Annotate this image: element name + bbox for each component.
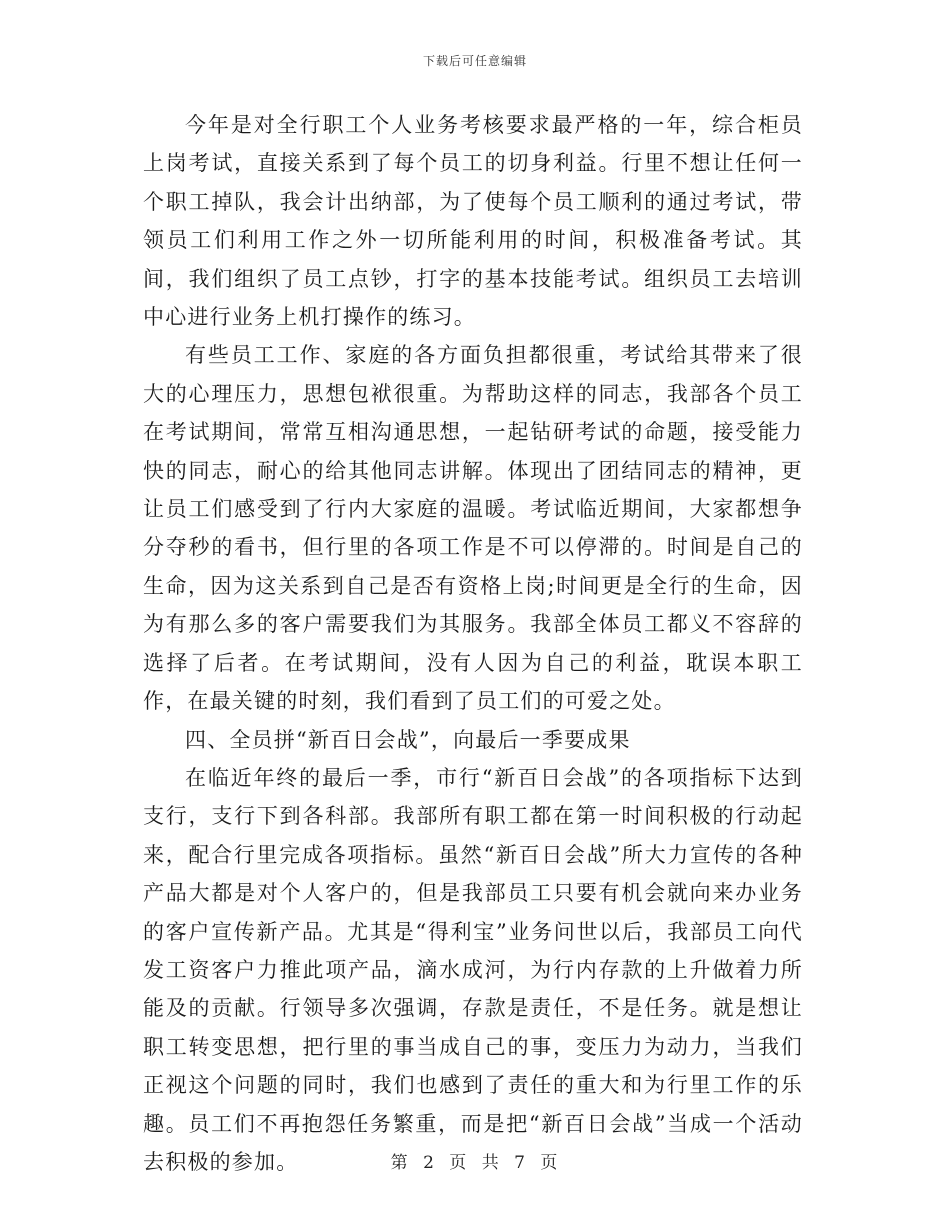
paragraph: 在临近年终的最后一季，市行“新百日会战”的各项指标下达到支行，支行下到各科部。我部所有职工都在第一时间积极的行动起来，配合行里完成各项指标。虽然“新百日会战”所大力宣传的各种产品大都是对个人客户的，但是我部员工只要有机会就向来办业务的客户宣传新产品。尤其是“得利宝”业务问世以后，我部员工向代发工资客户力推此项产品，滴水成河，为行内存款的上升做着力所能及的贡献。行领导多次强调，存款是责任，不是任务。就是想让职工转变思想，把行里的事当成自己的事，变压力为动力，当我们正视这个问题的同时，我们也感到了责任的重大和为行里工作的乐趣。员工们不再抱怨任务繁重，而是把“新百日会战”当成一个活动去积极的参加。 [143, 765, 803, 1174]
paragraph: 有些员工工作、家庭的各方面负担都很重，考试给其带来了很大的心理压力，思想包袱很重。为帮助这样的同志，我部各个员工在考试期间，常常互相沟通思想，一起钻研考试的命题，接受能力快的同志，耐心的给其他同志讲解。体现出了团结同志的精神，更让员工们感受到了行内大家庭的温暖。考试临近期间，大家都想争分夺秒的看书，但行里的各项工作是不可以停滞的。时间是自己的生命，因为这关系到自己是否有资格上岗;时间更是全行的生命，因为有那么多的客户需要我们为其服务。我部全体员工都义不容辞的选择了后者。在考试期间，没有人因为自己的利益，耽误本职工作，在最关键的时刻，我们看到了员工们的可爱之处。 [143, 343, 803, 714]
page-number: 第 2 页 共 7 页 [390, 1153, 560, 1173]
page-header: 下载后可任意编辑 [422, 54, 527, 68]
paragraph: 今年是对全行职工个人业务考核要求最严格的一年，综合柜员上岗考试，直接关系到了每个员工的切身利益。行里不想让任何一个职工掉队，我会计出纳部，为了使每个员工顺利的通过考试，带领员工们利用工作之外一切所能利用的时间，积极准备考试。其间，我们组织了员工点钞，打字的基本技能考试。组织员工去培训中心进行业务上机打操作的练习。 [143, 113, 803, 330]
document-body [143, 106, 803, 1181]
section-heading: 四、全员拼“新百日会战”，向最后一季要成果 [185, 727, 631, 752]
